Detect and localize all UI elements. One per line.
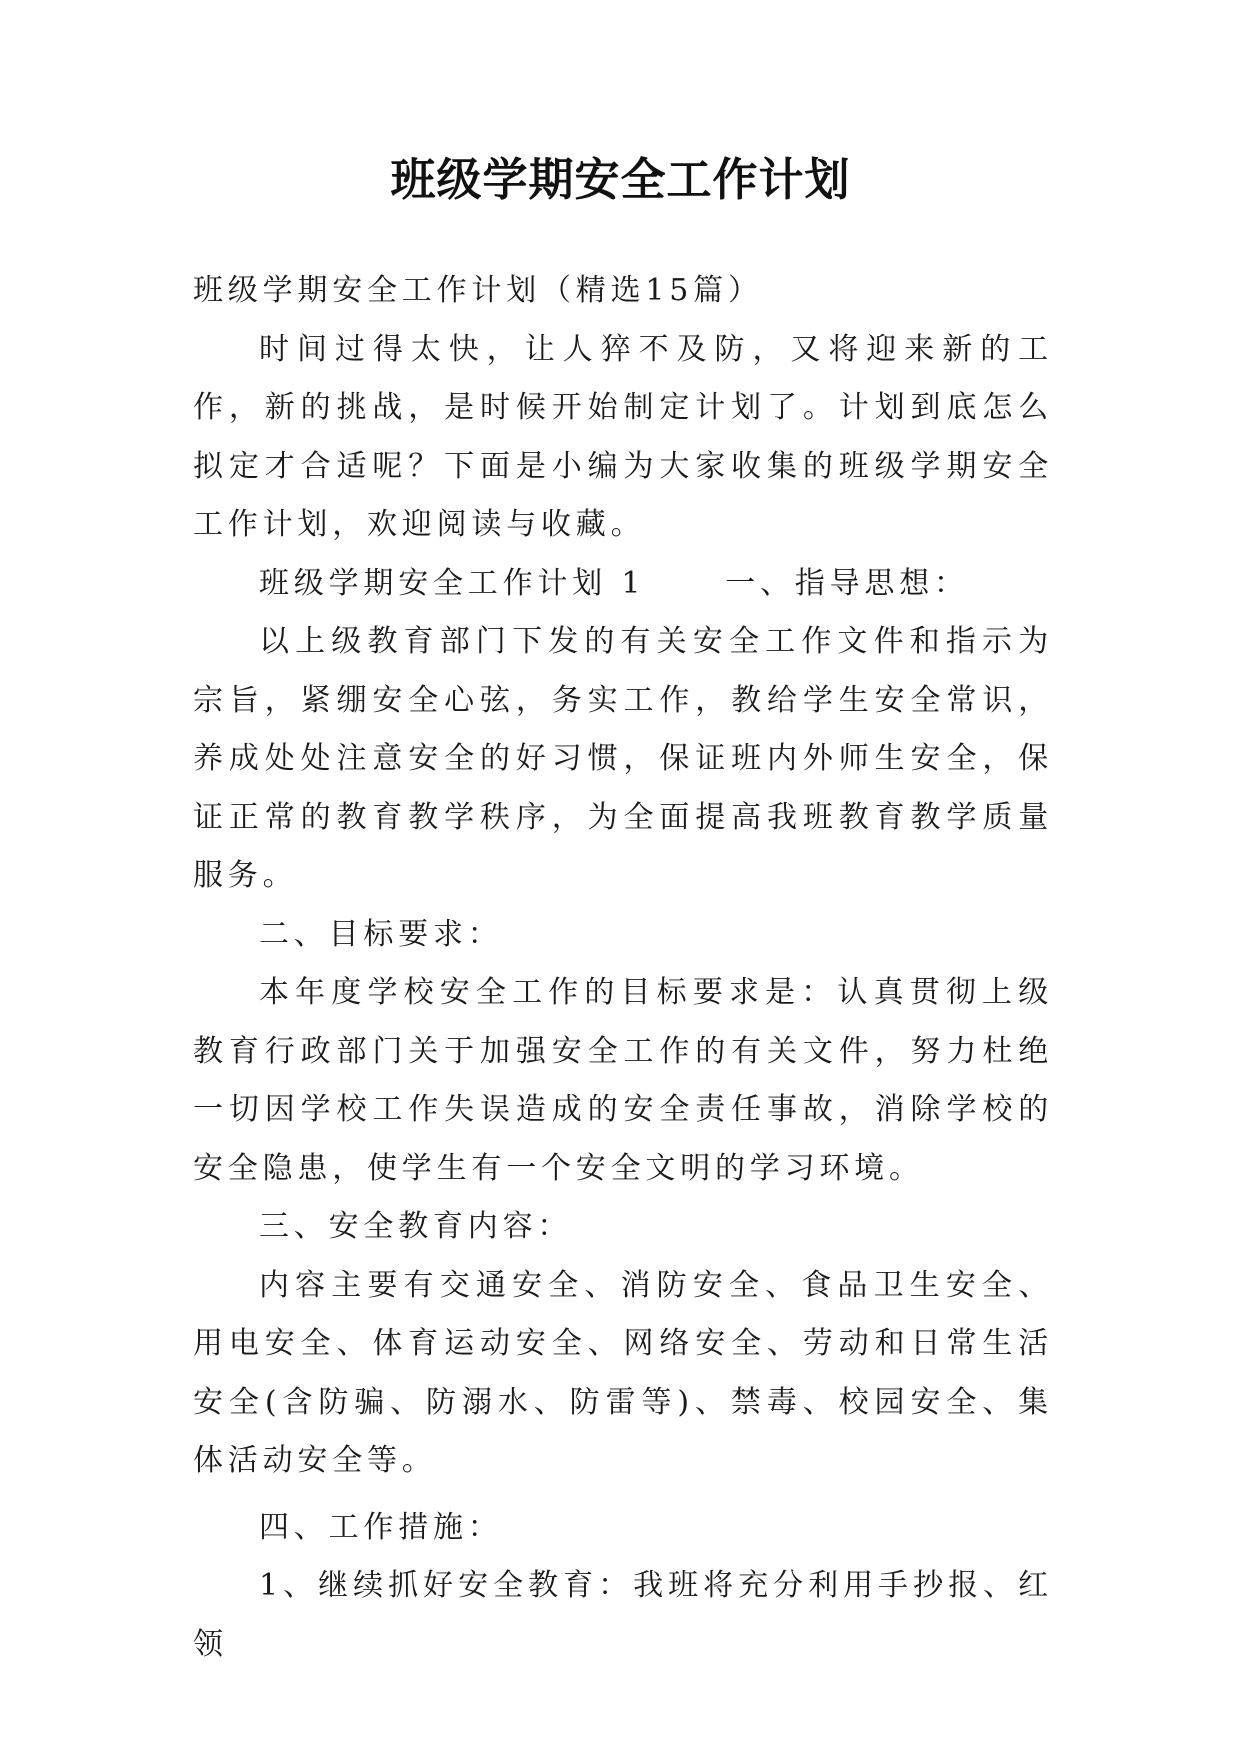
s2-heading: 二、目标要求：	[259, 916, 503, 952]
s4-item-1: 1、继续抓好安全教育：我班将充分利用手抄报、红领	[193, 1568, 1053, 1662]
intro-paragraph: 时间过得太快，让人猝不及防，又将迎来新的工作，新的挑战，是时候开始制定计划了。计划到底怎么拟定才合适呢？下面是小编为大家收集的班级学期安全工作计划，欢迎阅读与收藏。	[193, 331, 1053, 542]
s4-heading: 四、工作措施：	[259, 1509, 503, 1545]
document-title: 班级学期安全工作计划	[390, 153, 851, 206]
s1-paragraph: 以上级教育部门下发的有关安全工作文件和指示为宗旨，紧绷安全心弦，务实工作，教给学生安全常识，养成处处注意安全的好习惯，保证班内外师生安全，保证正常的教育教学秩序，为全面提高我班教育教学质量服务。	[193, 624, 1053, 893]
s3-paragraph: 内容主要有交通安全、消防安全、食品卫生安全、用电安全、体育运动安全、网络安全、劳动和日常生活安全(含防骗、防溺水、防雷等)、禁毒、校园安全、集体活动安全等。	[193, 1267, 1053, 1478]
s2-paragraph: 本年度学校安全工作的目标要求是：认真贯彻上级教育行政部门关于加强安全工作的有关文件，努力杜绝一切因学校工作失误造成的安全责任事故，消除学校的安全隐患，使学生有一个安全文明的学习环境。	[193, 975, 1053, 1186]
s1-heading: 一、指导思想：	[725, 565, 969, 601]
document-body	[193, 262, 1053, 1674]
section-1-heading: 班级学期安全工作计划 1	[259, 565, 646, 601]
s3-heading: 三、安全教育内容：	[259, 1209, 573, 1244]
section-heading-line	[193, 555, 1053, 614]
document-subtitle: 班级学期安全工作计划（精选15篇）	[193, 273, 763, 308]
